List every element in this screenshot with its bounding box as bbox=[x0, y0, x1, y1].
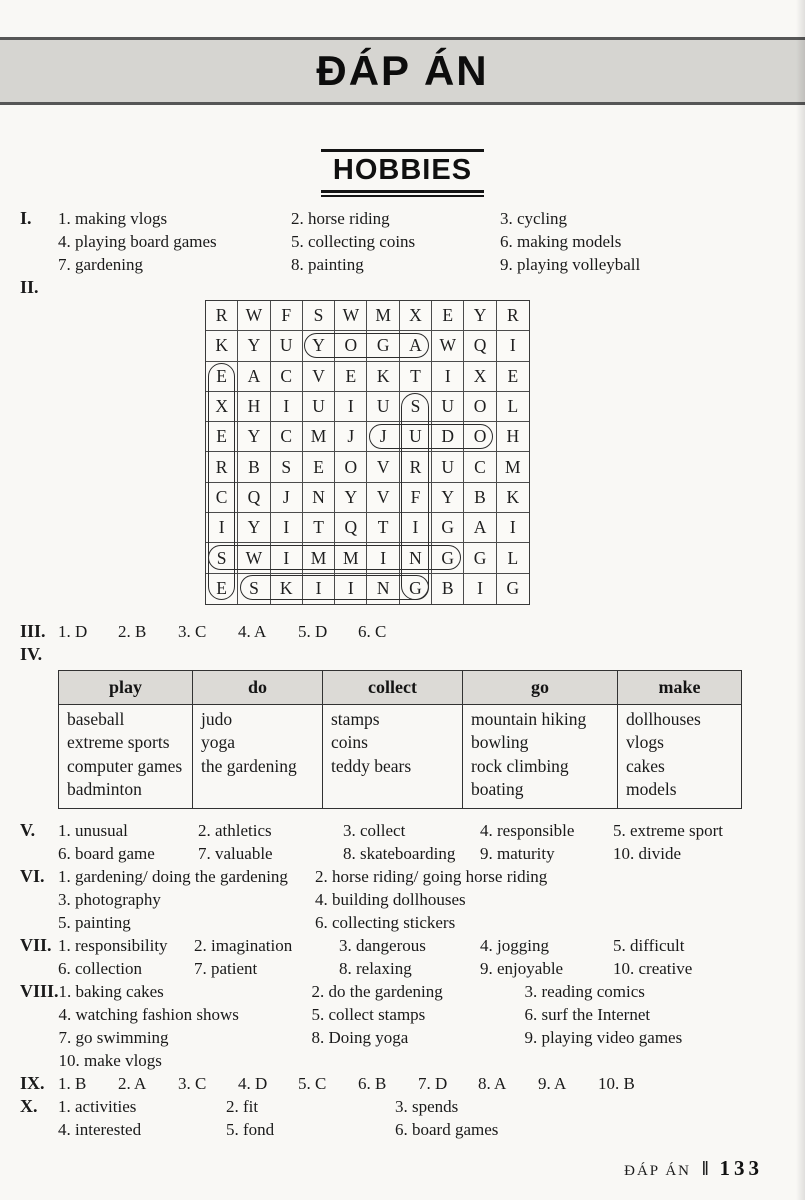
wordsearch-cell: K bbox=[206, 331, 238, 361]
wordsearch-cell: U bbox=[367, 392, 399, 422]
section-body bbox=[58, 207, 785, 276]
wordsearch-cell: W bbox=[335, 301, 367, 331]
wordsearch-cell: I bbox=[271, 513, 303, 543]
section-label: VIII. bbox=[20, 980, 59, 1001]
wordsearch-cell: S bbox=[206, 543, 238, 573]
wordsearch-cell: U bbox=[303, 392, 335, 422]
answer-item: 10. make vlogs bbox=[58, 1050, 162, 1070]
section-label: IV. bbox=[20, 643, 43, 664]
section-body bbox=[59, 980, 785, 1072]
answer-section bbox=[20, 276, 785, 299]
answer-row bbox=[59, 1049, 785, 1072]
answer-item: 4. building dollhouses bbox=[315, 889, 466, 909]
answer-item: 2. horse riding bbox=[291, 209, 390, 228]
wordsearch-cell: F bbox=[271, 301, 303, 331]
table-cell-entry: teddy bears bbox=[331, 755, 412, 776]
section-body bbox=[58, 620, 785, 643]
answer-item: 6. board game bbox=[58, 843, 155, 863]
answer-item: 8. A bbox=[478, 1073, 507, 1093]
answer-item: 2. athletics bbox=[198, 820, 272, 840]
wordsearch-cell: Y bbox=[335, 483, 367, 513]
answer-item: 6. board games bbox=[395, 1119, 499, 1139]
answer-item: 7. gardening bbox=[58, 255, 143, 274]
answer-item: 3. C bbox=[178, 621, 207, 641]
answer-item: 2. fit bbox=[226, 1096, 259, 1116]
table-header-cell: make bbox=[618, 670, 742, 704]
wordsearch-cell: K bbox=[367, 362, 399, 392]
answer-row bbox=[58, 1072, 785, 1095]
wordsearch-cell: I bbox=[400, 513, 432, 543]
answer-section bbox=[20, 980, 785, 1072]
wordsearch-cell: O bbox=[464, 422, 496, 452]
wordsearch-cell: O bbox=[464, 392, 496, 422]
wordsearch-cell: O bbox=[335, 452, 367, 482]
wordsearch-cell: U bbox=[271, 331, 303, 361]
section-label: III. bbox=[20, 620, 46, 641]
answer-section bbox=[20, 1095, 785, 1141]
answer-row bbox=[58, 819, 785, 842]
wordsearch-cell: K bbox=[271, 574, 303, 604]
wordsearch-cell: R bbox=[206, 301, 238, 331]
answer-item: 3. dangerous bbox=[339, 935, 426, 955]
answer-item: 4. D bbox=[238, 1073, 268, 1093]
answer-item: 5. collecting coins bbox=[291, 232, 416, 251]
wordsearch-cell: M bbox=[303, 543, 335, 573]
answer-item: 1. B bbox=[58, 1073, 87, 1093]
answer-item: 2. imagination bbox=[194, 935, 293, 955]
section-label: X. bbox=[20, 1095, 38, 1116]
wordsearch-cell: G bbox=[506, 578, 520, 599]
answer-item: 9. playing video games bbox=[524, 1027, 683, 1047]
wordsearch-cell: J bbox=[367, 422, 399, 452]
answer-item: 5. extreme sport bbox=[613, 820, 723, 840]
unit-title-block bbox=[321, 149, 484, 197]
table-header-cell: collect bbox=[323, 670, 463, 704]
answer-row bbox=[58, 842, 785, 865]
table-header-cell: do bbox=[193, 670, 323, 704]
answer-row bbox=[58, 620, 785, 643]
wordsearch-cell: B bbox=[432, 574, 464, 604]
wordsearch-cell: W bbox=[238, 301, 270, 331]
answer-item: 1. gardening/ doing the gardening bbox=[58, 866, 288, 886]
answer-item: 1. D bbox=[58, 621, 88, 641]
wordsearch-cell: O bbox=[335, 331, 367, 361]
answer-item: 5. C bbox=[298, 1073, 327, 1093]
wordsearch-cell: N bbox=[303, 483, 335, 513]
answer-item: 4. A bbox=[238, 621, 267, 641]
wordsearch-cell: I bbox=[271, 543, 303, 573]
answer-item: 1. baking cakes bbox=[58, 981, 164, 1001]
answer-sections-group-1 bbox=[20, 207, 785, 299]
table-cell-entry: the gardening bbox=[201, 755, 297, 776]
table-body-row bbox=[59, 704, 742, 808]
wordsearch-cell: I bbox=[497, 331, 529, 361]
wordsearch-cell: I bbox=[335, 392, 367, 422]
answer-section bbox=[20, 620, 785, 643]
wordsearch-cell: C bbox=[464, 452, 496, 482]
table-cell-entry: badminton bbox=[67, 779, 142, 800]
wordsearch-cell: G bbox=[432, 543, 464, 573]
wordsearch-cell: Y bbox=[432, 483, 464, 513]
wordsearch-cell: H bbox=[497, 422, 529, 452]
wordsearch-cell: T bbox=[303, 513, 335, 543]
table-header-cell: play bbox=[59, 670, 193, 704]
table-cell-entry: coins bbox=[331, 732, 368, 753]
footer-section-label: ĐÁP ÁN bbox=[624, 1163, 692, 1179]
section-label: V. bbox=[20, 819, 36, 840]
answer-item: 3. C bbox=[178, 1073, 207, 1093]
answer-item: 3. cycling bbox=[500, 209, 568, 228]
answer-row bbox=[58, 888, 785, 911]
answer-item: 5. difficult bbox=[613, 935, 685, 955]
wordsearch-cell: U bbox=[400, 422, 432, 452]
wordsearch-cell: S bbox=[400, 392, 432, 422]
wordsearch-cell: C bbox=[271, 362, 303, 392]
answer-item: 2. do the gardening bbox=[311, 981, 443, 1001]
wordsearch-cell: Y bbox=[238, 513, 270, 543]
wordsearch-cell: I bbox=[271, 392, 303, 422]
answer-item: 1. making vlogs bbox=[58, 209, 168, 228]
wordsearch-cell: W bbox=[238, 543, 270, 573]
wordsearch-cell: Q bbox=[464, 331, 496, 361]
section-body bbox=[58, 1095, 785, 1141]
wordsearch-cell: E bbox=[206, 422, 238, 452]
wordsearch-cell: Q bbox=[238, 483, 270, 513]
answer-item: 6. making models bbox=[500, 232, 622, 251]
answer-item: 7. valuable bbox=[198, 843, 273, 863]
wordsearch-cell: R bbox=[497, 301, 529, 331]
page-content bbox=[0, 107, 805, 1141]
answer-section bbox=[20, 643, 785, 666]
answer-item: 1. activities bbox=[58, 1096, 137, 1116]
answer-item: 10. creative bbox=[613, 958, 693, 978]
table-cell-entry: models bbox=[626, 779, 677, 800]
page-header-band bbox=[0, 37, 805, 105]
wordsearch-cell: K bbox=[497, 483, 529, 513]
answer-item: 4. jogging bbox=[480, 935, 549, 955]
answer-section bbox=[20, 819, 785, 865]
answer-row bbox=[58, 207, 785, 230]
circled-word-oval bbox=[304, 333, 428, 358]
wordsearch-cell: L bbox=[497, 543, 529, 573]
answer-item: 8. painting bbox=[291, 255, 364, 274]
answer-item: 4. responsible bbox=[480, 820, 575, 840]
table-cell-entry: judo bbox=[201, 708, 233, 729]
circled-word-oval bbox=[401, 393, 428, 600]
footer-page-number: 133 bbox=[719, 1156, 763, 1180]
wordsearch-cell: B bbox=[238, 452, 270, 482]
wordsearch-cell: E bbox=[432, 301, 464, 331]
footer-separator: ‖ bbox=[702, 1158, 709, 1180]
wordsearch-cell: I bbox=[464, 574, 496, 604]
wordsearch-cell: F bbox=[400, 483, 432, 513]
answer-item: 4. playing board games bbox=[58, 232, 217, 251]
answer-row bbox=[58, 957, 785, 980]
page-header-title: ĐÁP ÁN bbox=[316, 47, 489, 94]
wordsearch-cell: L bbox=[497, 392, 529, 422]
unit-title: HOBBIES bbox=[321, 149, 484, 193]
wordsearch-cell: E bbox=[335, 362, 367, 392]
answer-item: 3. reading comics bbox=[524, 981, 645, 1001]
answer-item: 5. fond bbox=[226, 1119, 275, 1139]
wordsearch-cell: H bbox=[238, 392, 270, 422]
answer-item: 2. horse riding/ going horse riding bbox=[315, 866, 548, 886]
section-body bbox=[58, 819, 785, 865]
answer-sections-group-2 bbox=[20, 620, 785, 666]
circled-word-oval bbox=[369, 424, 493, 449]
table-cell-entry: boating bbox=[471, 779, 524, 800]
section-body bbox=[58, 934, 785, 980]
circled-word-oval bbox=[208, 363, 235, 600]
answer-item: 4. interested bbox=[58, 1119, 142, 1139]
answer-item: 9. playing volleyball bbox=[500, 255, 641, 274]
answer-item: 5. D bbox=[298, 621, 328, 641]
answer-row bbox=[58, 230, 785, 253]
section-label: VII. bbox=[20, 934, 52, 955]
table-cell-entry: bowling bbox=[471, 732, 529, 753]
answer-item: 3. spends bbox=[395, 1096, 459, 1116]
wordsearch-cell: R bbox=[400, 452, 432, 482]
answer-item: 5. collect stamps bbox=[311, 1004, 426, 1024]
wordsearch-cell: Y bbox=[303, 331, 335, 361]
answer-item: 1. unusual bbox=[58, 820, 128, 840]
wordsearch-cell: C bbox=[206, 483, 238, 513]
wordsearch-cell: X bbox=[206, 392, 238, 422]
wordsearch-cell: I bbox=[432, 362, 464, 392]
wordsearch-cell: W bbox=[432, 331, 464, 361]
wordsearch-cell: J bbox=[335, 422, 367, 452]
wordsearch-cell: D bbox=[432, 422, 464, 452]
table-cell-entry: baseball bbox=[67, 708, 125, 729]
table-body-cell bbox=[193, 704, 323, 808]
wordsearch-cell: S bbox=[271, 452, 303, 482]
wordsearch-cell: I bbox=[497, 513, 529, 543]
wordsearch-cell: E bbox=[206, 574, 238, 604]
answer-row bbox=[58, 253, 785, 276]
wordsearch-cell: G bbox=[432, 513, 464, 543]
wordsearch-cell: V bbox=[367, 452, 399, 482]
wordsearch-cell: X bbox=[464, 362, 496, 392]
section-label: VI. bbox=[20, 865, 45, 886]
answer-row bbox=[58, 911, 785, 934]
answer-item: 3. photography bbox=[58, 889, 161, 909]
wordsearch-cell: G bbox=[367, 331, 399, 361]
answer-item: 9. enjoyable bbox=[480, 958, 564, 978]
answer-item: 2. A bbox=[118, 1073, 147, 1093]
wordsearch-cell: I bbox=[335, 574, 367, 604]
answer-row bbox=[58, 1095, 785, 1118]
wordsearch-cell: G bbox=[464, 543, 496, 573]
section-label: I. bbox=[20, 208, 32, 228]
wordsearch-cell: R bbox=[206, 452, 238, 482]
table-cell-entry: stamps bbox=[331, 708, 380, 729]
unit-title-underline bbox=[321, 195, 484, 197]
wordsearch-cell: X bbox=[400, 301, 432, 331]
answer-item: 7. go swimming bbox=[58, 1027, 169, 1047]
table-cell-entry: rock climbing bbox=[471, 755, 569, 776]
wordsearch-cell: A bbox=[238, 362, 270, 392]
wordsearch-cell: B bbox=[464, 483, 496, 513]
wordsearch-cell: Y bbox=[464, 301, 496, 331]
answer-item: 2. B bbox=[118, 621, 147, 641]
wordsearch-cell: A bbox=[464, 513, 496, 543]
answer-row bbox=[59, 1026, 785, 1049]
table-body-cell bbox=[323, 704, 463, 808]
answer-item: 6. C bbox=[358, 621, 387, 641]
answer-item: 10. B bbox=[598, 1073, 635, 1093]
section-label: IX. bbox=[20, 1072, 45, 1093]
wordsearch-cell: Q bbox=[335, 513, 367, 543]
section-body bbox=[58, 1072, 785, 1095]
wordsearch-cell: E bbox=[303, 452, 335, 482]
wordsearch-cell: G bbox=[400, 574, 432, 604]
wordsearch-cell: I bbox=[206, 513, 238, 543]
wordsearch-cell: T bbox=[400, 362, 432, 392]
table-cell-entry: yoga bbox=[201, 732, 236, 753]
wordsearch-cell: M bbox=[367, 301, 399, 331]
table-cell-entry: extreme sports bbox=[67, 732, 170, 753]
wordsearch-puzzle bbox=[205, 300, 530, 605]
wordsearch-cell: N bbox=[400, 543, 432, 573]
answer-item: 8. relaxing bbox=[339, 958, 412, 978]
answer-row bbox=[58, 1118, 785, 1141]
answer-item: 7. D bbox=[418, 1073, 448, 1093]
wordsearch-cell: N bbox=[367, 574, 399, 604]
wordsearch-cell: C bbox=[271, 422, 303, 452]
answer-sections-group-3 bbox=[20, 819, 785, 1141]
section-body bbox=[58, 865, 785, 934]
wordsearch-cell: T bbox=[367, 513, 399, 543]
wordsearch-cell: S bbox=[303, 301, 335, 331]
wordsearch-cell: V bbox=[303, 362, 335, 392]
section-label: II. bbox=[20, 277, 39, 297]
wordsearch-cell: E bbox=[206, 362, 238, 392]
answer-item: 6. surf the Internet bbox=[524, 1004, 651, 1024]
wordsearch-cell: U bbox=[432, 392, 464, 422]
answer-item: 6. B bbox=[358, 1073, 387, 1093]
table-body-cell bbox=[59, 704, 193, 808]
circled-word-oval bbox=[240, 575, 429, 600]
table-header-row bbox=[59, 670, 742, 704]
answer-section bbox=[20, 934, 785, 980]
table-cell-entry: mountain hiking bbox=[471, 708, 587, 729]
answer-item: 8. Doing yoga bbox=[311, 1027, 409, 1047]
wordsearch-cell: Y bbox=[238, 331, 270, 361]
wordsearch-cell: Y bbox=[238, 422, 270, 452]
answer-row bbox=[59, 980, 785, 1003]
answer-item: 4. watching fashion shows bbox=[58, 1004, 239, 1024]
answer-item: 9. maturity bbox=[480, 843, 555, 863]
table-cell-entry: computer games bbox=[67, 755, 183, 776]
verb-classification-table bbox=[58, 670, 742, 809]
wordsearch-cell: I bbox=[303, 574, 335, 604]
table-header-cell: go bbox=[463, 670, 618, 704]
table-cell-entry: vlogs bbox=[626, 732, 664, 753]
wordsearch-cell: M bbox=[303, 422, 335, 452]
table-cell-entry: cakes bbox=[626, 755, 665, 776]
wordsearch-cell: E bbox=[497, 362, 529, 392]
answer-item: 6. collecting stickers bbox=[315, 912, 456, 932]
page-footer bbox=[624, 1156, 763, 1181]
wordsearch-cell: S bbox=[238, 574, 270, 604]
wordsearch-cell: I bbox=[367, 543, 399, 573]
answer-item: 10. divide bbox=[613, 843, 681, 863]
answer-item: 8. skateboarding bbox=[343, 843, 456, 863]
answer-item: 3. collect bbox=[343, 820, 406, 840]
answer-item: 9. A bbox=[538, 1073, 567, 1093]
wordsearch-cell: M bbox=[497, 452, 529, 482]
wordsearch-cell: J bbox=[271, 483, 303, 513]
answer-item: 6. collection bbox=[58, 958, 143, 978]
answer-section bbox=[20, 865, 785, 934]
answer-row bbox=[58, 865, 785, 888]
answer-item: 1. responsibility bbox=[58, 935, 168, 955]
answer-section bbox=[20, 207, 785, 276]
answer-section bbox=[20, 1072, 785, 1095]
table-body-cell bbox=[618, 704, 742, 808]
answer-item: 5. painting bbox=[58, 912, 131, 932]
wordsearch-cell: V bbox=[367, 483, 399, 513]
answer-row bbox=[58, 934, 785, 957]
answer-row bbox=[59, 1003, 785, 1026]
table-cell-entry: dollhouses bbox=[626, 708, 701, 729]
wordsearch-cell: U bbox=[432, 452, 464, 482]
wordsearch-cell: M bbox=[335, 543, 367, 573]
wordsearch-cell: A bbox=[400, 331, 432, 361]
table-body-cell bbox=[463, 704, 618, 808]
answer-item: 7. patient bbox=[194, 958, 258, 978]
